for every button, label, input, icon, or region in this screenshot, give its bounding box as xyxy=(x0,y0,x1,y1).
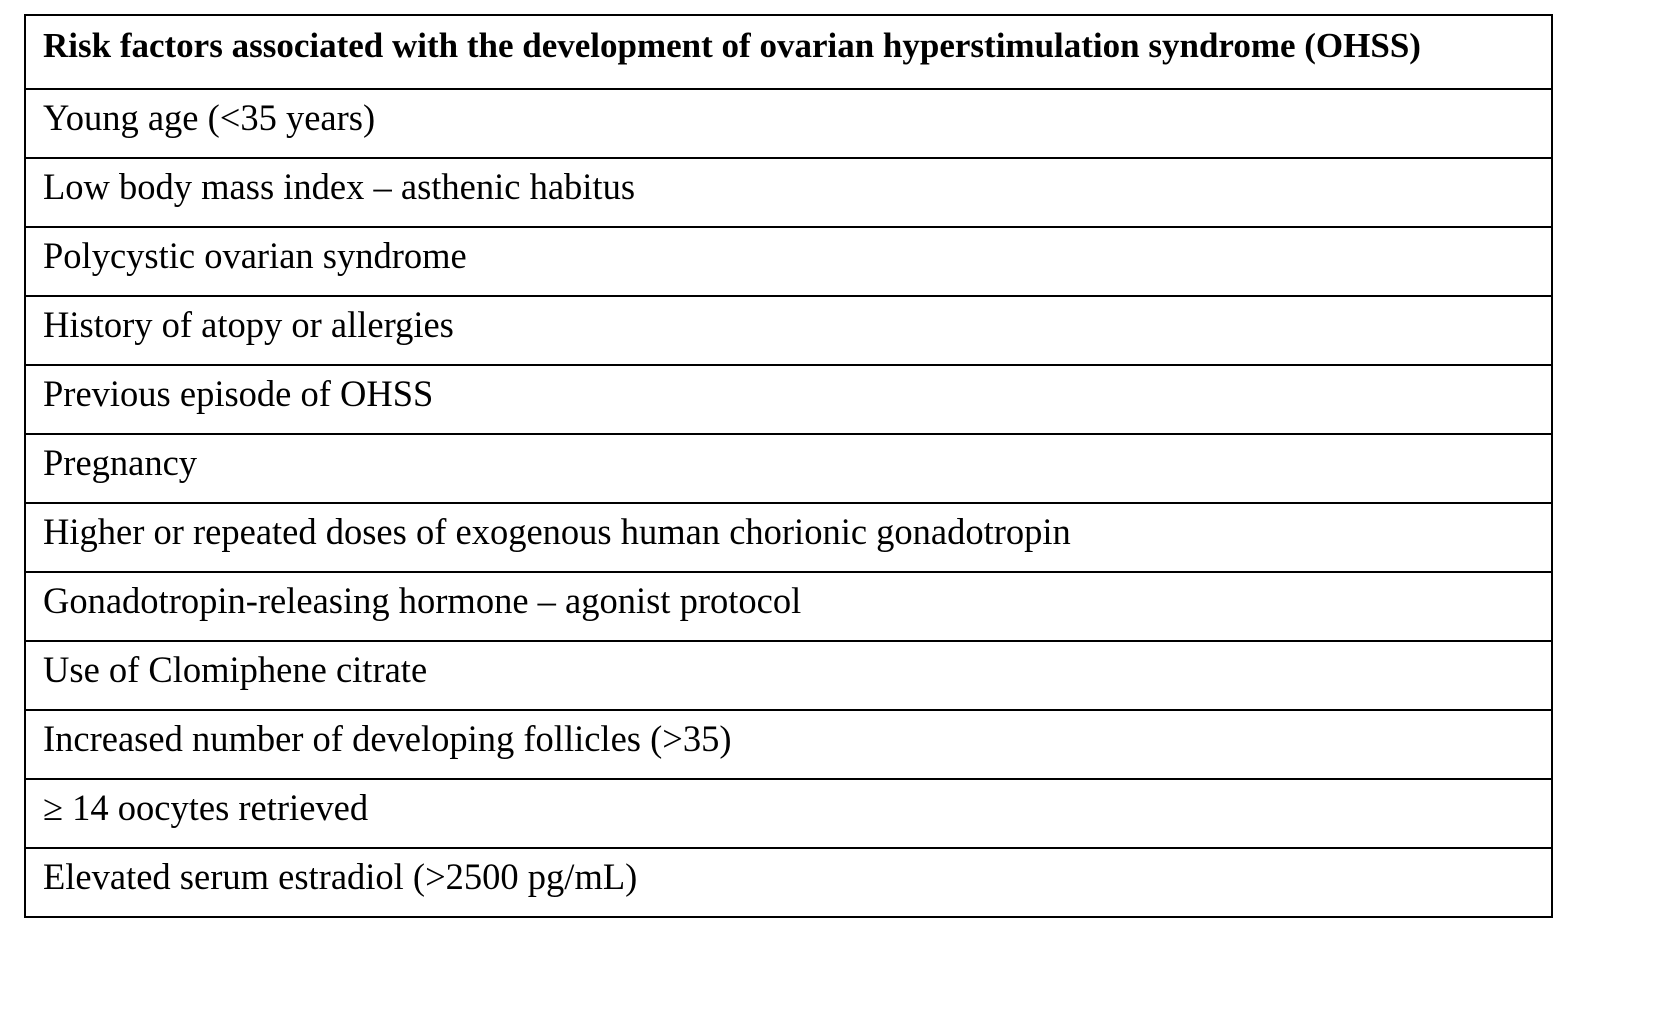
table-row xyxy=(25,434,1552,503)
table-cell xyxy=(25,296,1552,365)
table-header-text: Risk factors associated with the development of ovarian hyperstimulation syndrome (OHSS) xyxy=(43,26,1421,65)
risk-factor-atopy: History of atopy or allergies xyxy=(43,304,454,345)
table-cell xyxy=(25,434,1552,503)
table-row xyxy=(25,848,1552,917)
table-cell xyxy=(25,779,1552,848)
risk-factor-clomiphene: Use of Clomiphene citrate xyxy=(43,649,428,690)
table-cell xyxy=(25,227,1552,296)
table-row xyxy=(25,572,1552,641)
risk-factor-low-bmi: Low body mass index – asthenic habitus xyxy=(43,166,636,207)
table-cell xyxy=(25,641,1552,710)
risk-factor-hcg-doses: Higher or repeated doses of exogenous human chorionic gonadotropin xyxy=(43,511,1071,552)
risk-factor-pcos: Polycystic ovarian syndrome xyxy=(43,235,467,276)
risk-factor-previous-ohss: Previous episode of OHSS xyxy=(43,373,434,414)
table-cell xyxy=(25,710,1552,779)
table-row xyxy=(25,365,1552,434)
risk-factor-oocytes: ≥ 14 oocytes retrieved xyxy=(43,787,369,828)
table-cell xyxy=(25,572,1552,641)
table-header-cell xyxy=(25,15,1552,89)
table-row xyxy=(25,227,1552,296)
risk-factor-estradiol: Elevated serum estradiol (>2500 pg/mL) xyxy=(43,856,638,897)
risk-factors-table xyxy=(24,14,1553,918)
table-row xyxy=(25,779,1552,848)
table-cell xyxy=(25,365,1552,434)
risk-factor-pregnancy: Pregnancy xyxy=(43,442,198,483)
table-header-row xyxy=(25,15,1552,89)
table-cell xyxy=(25,848,1552,917)
table-row xyxy=(25,296,1552,365)
table-row xyxy=(25,158,1552,227)
table-cell xyxy=(25,503,1552,572)
risk-factor-young-age: Young age (<35 years) xyxy=(43,97,376,138)
table-cell xyxy=(25,158,1552,227)
table-row xyxy=(25,710,1552,779)
table-cell xyxy=(25,89,1552,158)
risk-factor-follicles: Increased number of developing follicles (>35) xyxy=(43,718,732,759)
risk-factor-gnrh-agonist: Gonadotropin-releasing hormone – agonist protocol xyxy=(43,580,802,621)
table-row xyxy=(25,641,1552,710)
table-row xyxy=(25,89,1552,158)
table-row xyxy=(25,503,1552,572)
